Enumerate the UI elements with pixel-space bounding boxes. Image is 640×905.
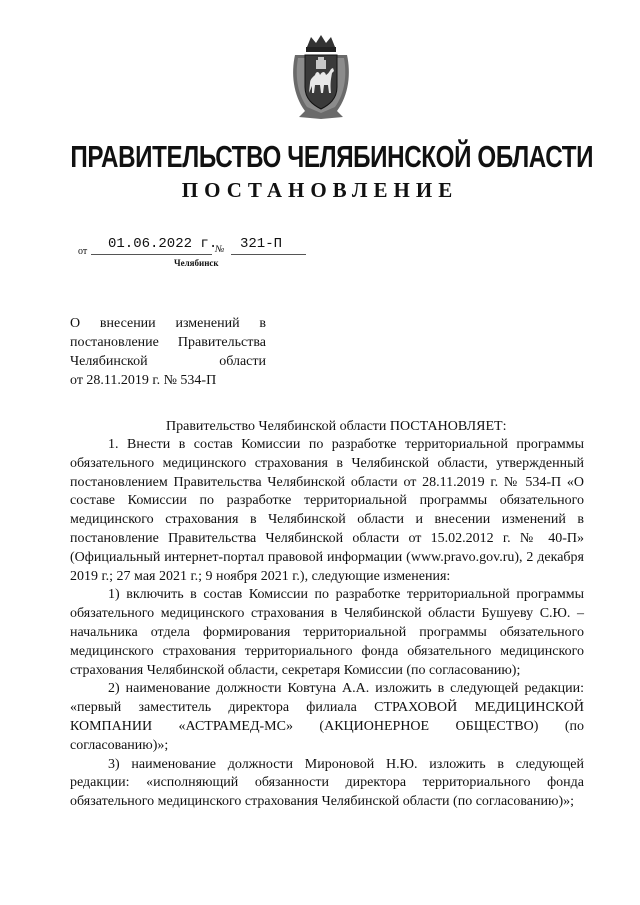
document-date: 01.06.2022 г. [108,236,218,252]
subject-line: Челябинской области [70,354,266,369]
government-title: ПРАВИТЕЛЬСТВО ЧЕЛЯБИНСКОЙ ОБЛАСТИ [70,139,594,174]
number-sign-label: № [215,244,225,255]
document-number: 321-П [240,236,283,252]
subject-line: О внесении изменений в [70,316,266,331]
paragraph: 3) наименование должности Мироновой Н.Ю. изложить в следующей редакции: «исполняющий обязанности директора территориального фонда обязательного медицинского страхования Челябинской области (по согласованию)»; [70,756,584,810]
document-subject [70,314,266,390]
subject-line: от 28.11.2019 г. № 534-П [70,373,217,388]
coat-of-arms-icon [289,33,353,121]
paragraph: 2) наименование должности Ковтуна А.А. изложить в следующей редакции: «первый заместитель директора филиала СТРАХОВОЙ МЕДИЦИНСКОЙ КОМПАНИИ «АСТРАМЕД-МС» (АКЦИОНЕРНОЕ ОБЩЕСТВО) (по согласованию)»; [70,681,584,753]
document-body [70,436,584,812]
paragraph: 1) включить в состав Комиссии по разработке территориальной программы обязательного медицинского страхования в Челябинской области Бушуеву С.Ю. – начальника отдела формирования территориальной программы обязательного медицинского страхования территориального фонда обязательного медицинского страхования Челябинской области, секретаря Комиссии (по согласованию); [70,587,584,678]
paragraph: 1. Внести в состав Комиссии по разработке территориальной программы обязательного медицинского страхования в Челябинской области, утвержденный постановлением Правительства Челябинской области от 28.11.2019 г. № 534-П «О составе Комиссии по разработке территориальной программы обязательного медицинского страхования в Челябинской области и внесении изменений в постановление Правительства Челябинской области от 15.02.2012 г. № 40-П» (Официальный интернет-портал правовой информации (www.pravo.gov.ru), 2 декабря 2019 г.; 27 мая 2021 г.; 9 ноября 2021 г.), следующие изменения: [70,437,584,584]
date-underline [91,254,212,255]
subject-line: постановление Правительства [70,335,266,350]
date-prefix-label: от [78,246,88,257]
document-type: ПОСТАНОВЛЕНИЕ [181,178,459,202]
number-underline [231,254,306,255]
city-label: Челябинск [174,258,219,268]
preamble: Правительство Челябинской области ПОСТАНОВЛЯЕТ: [166,419,507,434]
